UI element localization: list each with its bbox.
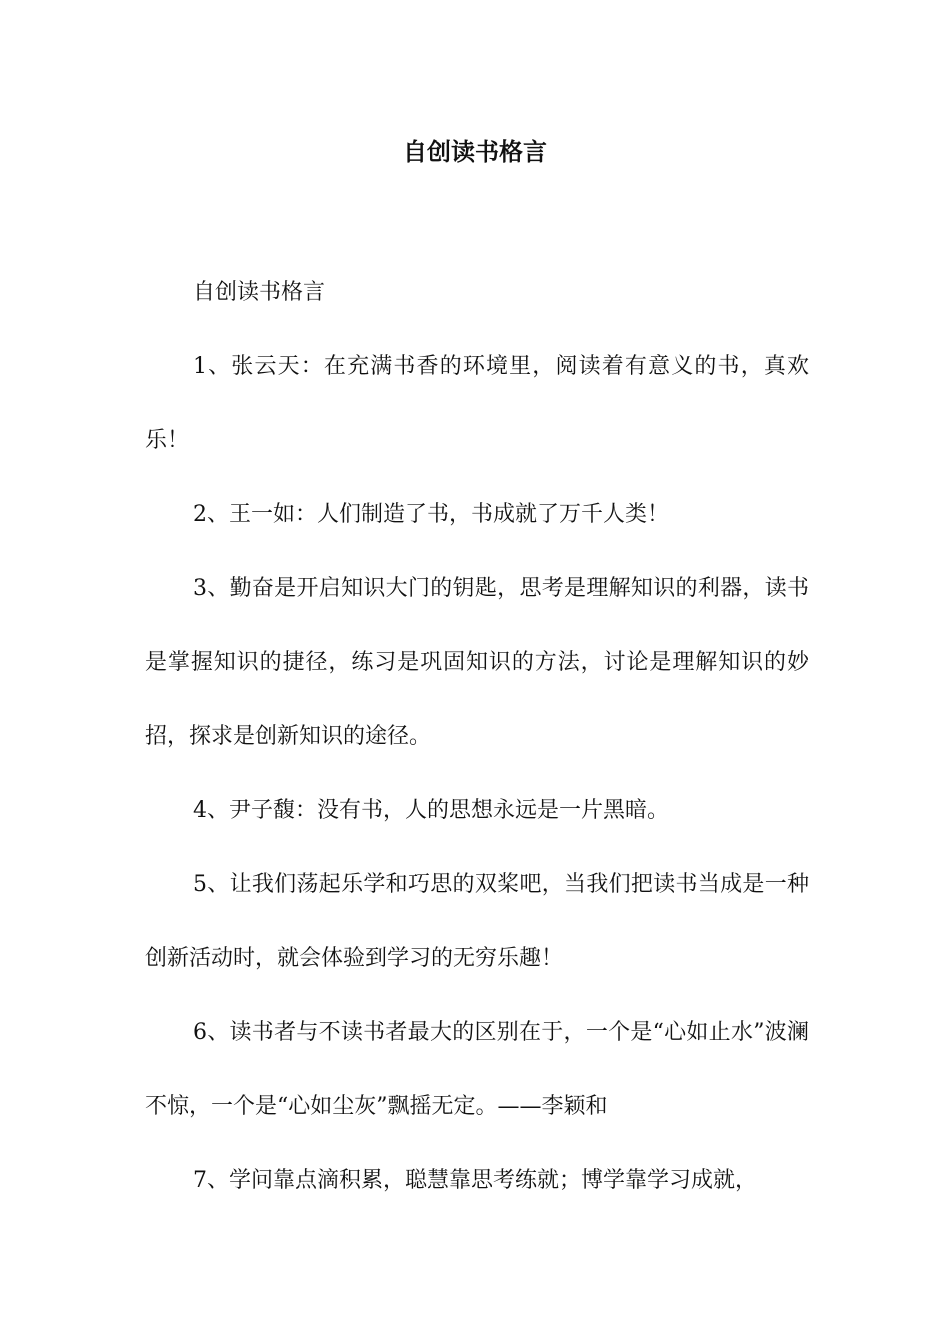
paragraph-quote-1: 1、张云天：在充满书香的环境里，阅读着有意义的书，真欢乐！	[145, 354, 809, 453]
paragraph-quote-2: 2、王一如：人们制造了书，书成就了万千人类！	[193, 502, 669, 527]
paragraph-quote-4: 4、尹子馥：没有书，人的思想永远是一片黑暗。	[193, 798, 669, 823]
paragraph-quote-5: 5、让我们荡起乐学和巧思的双桨吧，当我们把读书当成是一种创新活动时，就会体验到学习的无穷乐趣！	[145, 872, 809, 971]
paragraph-heading: 自创读书格言	[193, 280, 326, 305]
paragraph-quote-6: 6、读书者与不读书者最大的区别在于，一个是“心如止水”波澜不惊，一个是“心如尘灰”飘摇无定。——李颖和	[145, 1020, 809, 1119]
paragraph-quote-7: 7、学问靠点滴积累，聪慧靠思考练就；博学靠学习成就，	[193, 1168, 757, 1193]
paragraph-quote-3: 3、勤奋是开启知识大门的钥匙，思考是理解知识的利器，读书是掌握知识的捷径，练习是巩固知识的方法，讨论是理解知识的妙招，探求是创新知识的途径。	[145, 576, 809, 749]
document-body	[145, 256, 809, 1218]
document-title: 自创读书格言	[403, 137, 547, 166]
